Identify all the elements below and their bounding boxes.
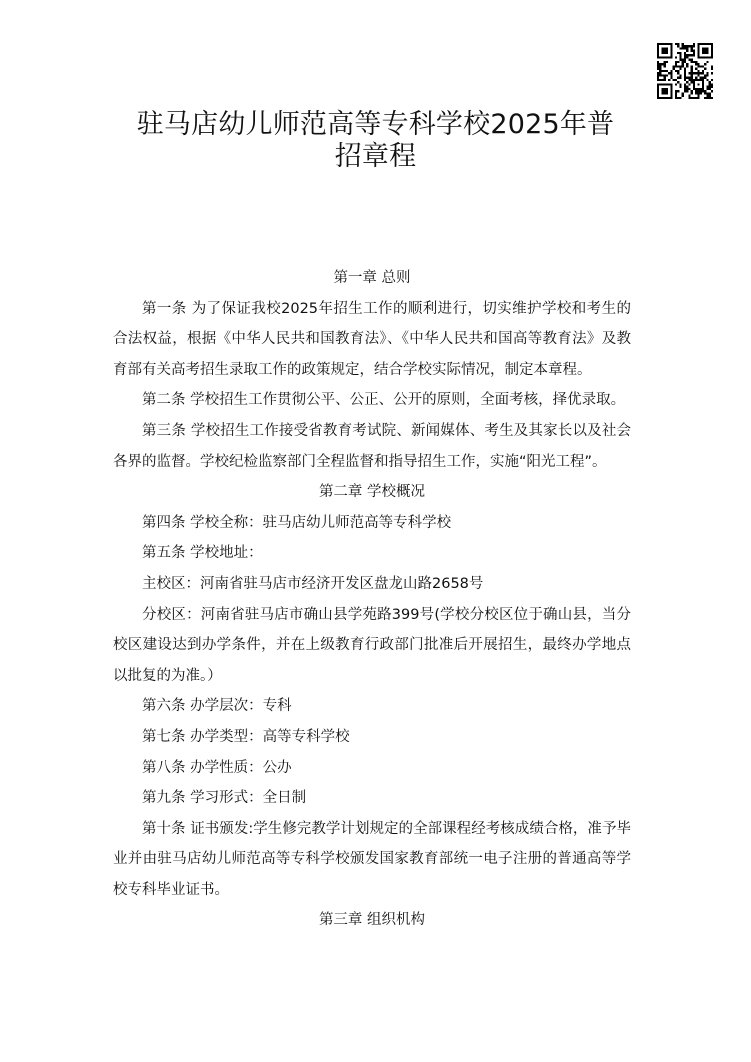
article-10: 第十条 证书颁发:学生修完教学计划规定的全部课程经考核成绩合格，准予毕业并由驻马店幼儿师范高等专科学校颁发国家教育部统一电子注册的普通高等学校专科毕业证书。 — [113, 820, 631, 898]
article-2: 第二条 学校招生工作贯彻公平、公正、公开的原则，全面考核，择优录取。 — [142, 392, 626, 409]
chapter-1-heading: 第一章 总则 — [333, 270, 411, 286]
branch-campus-address: 分校区：河南省驻马店市确山县学苑路399号(学校分校区位于确山县，当分校区建设达到办学条件，并在上级教育行政部门批准后开展招生，最终办学地点以批复的为准。） — [113, 606, 631, 684]
document-title-line-2: 招章程 — [334, 141, 417, 172]
article-6: 第六条 办学层次：专科 — [142, 698, 292, 715]
chapter-3-heading: 第三章 组织机构 — [318, 912, 426, 929]
article-8: 第八条 办学性质：公办 — [142, 759, 292, 776]
article-5: 第五条 学校地址： — [142, 545, 263, 562]
document-title — [100, 109, 651, 173]
article-1: 第一条 为了保证我校2025年招生工作的顺利进行，切实维护学校和考生的合法权益，根据《中华人民共和国教育法》、《中华人民共和国高等教育法》及教育部有关高考招生录取工作的政策规定，结合学校实际情况，制定本章程。 — [113, 300, 631, 378]
qr-code-icon — [657, 43, 713, 99]
article-9: 第九条 学习形式：全日制 — [142, 790, 307, 807]
main-campus-address: 主校区：河南省驻马店市经济开发区盘龙山路2658号 — [142, 575, 484, 592]
article-4: 第四条 学校全称：驻马店幼儿师范高等专科学校 — [142, 514, 452, 531]
document-title-line-1: 驻马店幼儿师范高等专科学校2025年普 — [136, 109, 615, 140]
article-3: 第三条 学校招生工作接受省教育考试院、新闻媒体、考生及其家长以及社会各界的监督。学校纪检监察部门全程监督和指导招生工作，实施“阳光工程”。 — [113, 422, 631, 470]
chapter-2-heading: 第二章 学校概况 — [318, 484, 426, 501]
document-body — [113, 263, 631, 936]
article-7: 第七条 办学类型：高等专科学校 — [142, 728, 350, 745]
